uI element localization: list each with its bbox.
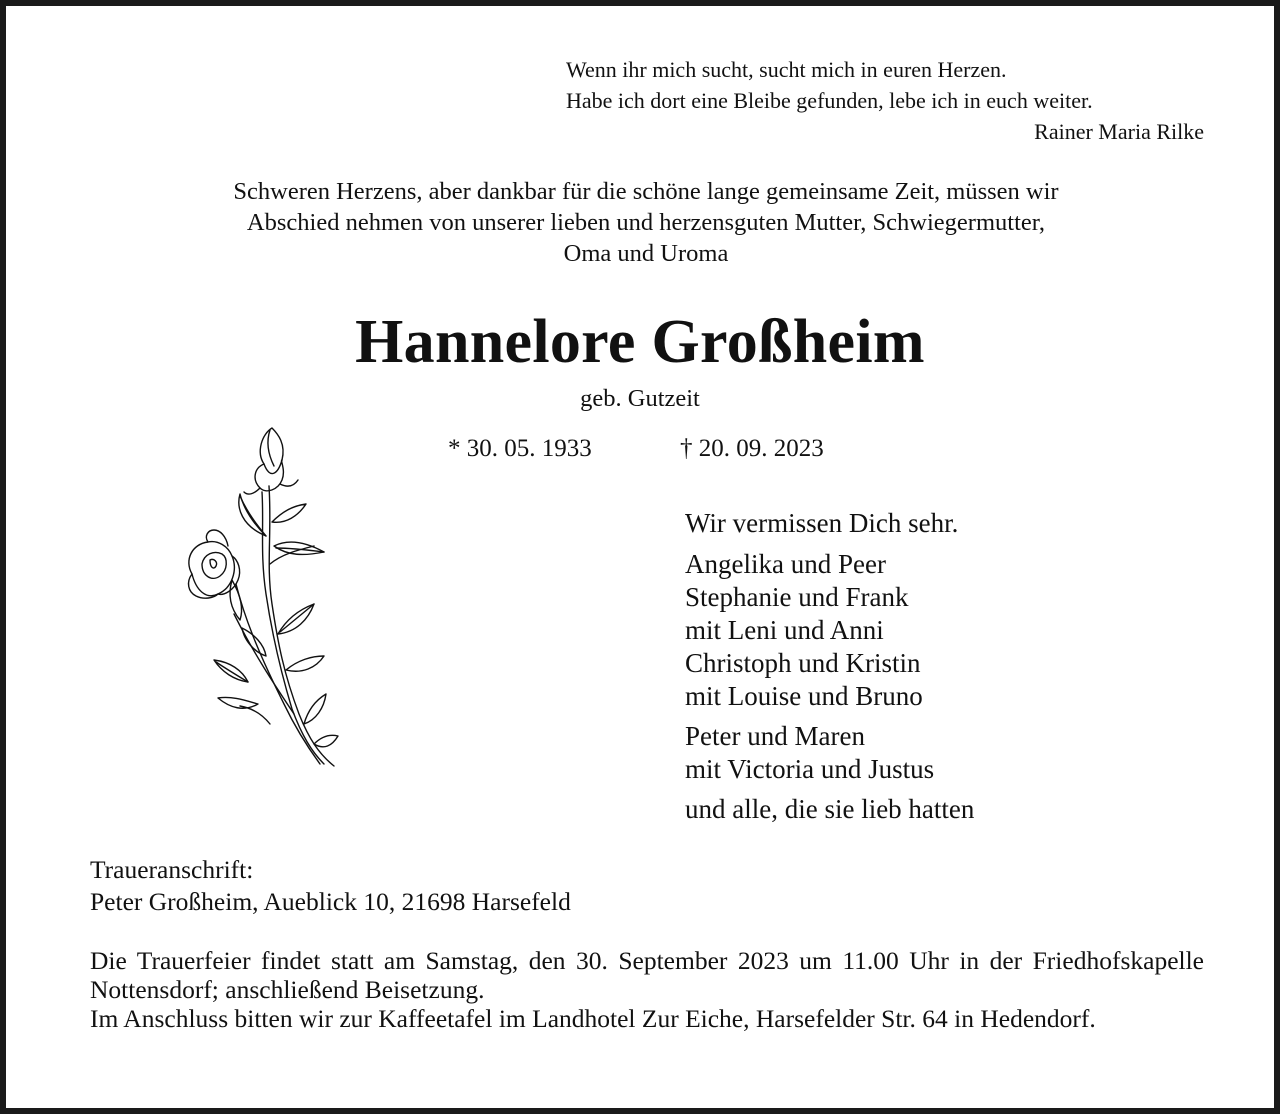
quote-line: Habe ich dort eine Bleibe gefunden, lebe ich in euch weiter. — [566, 88, 1093, 113]
service-paragraph: Im Anschluss bitten wir zur Kaffeetafel im Landhotel Zur Eiche, Harsefelder Str. 64 in Hedendorf. — [90, 1004, 1096, 1033]
quote-author: Rainer Maria Rilke — [1034, 119, 1204, 144]
family-member: Christoph und Kristin — [685, 648, 921, 678]
deceased-name: Hannelore Großheim — [355, 308, 925, 376]
family-member: Peter und Maren — [685, 721, 865, 751]
family-closing: und alle, die sie lieb hatten — [685, 794, 975, 824]
family-member: mit Louise und Bruno — [685, 681, 923, 711]
family-group — [685, 720, 1205, 786]
intro-text — [86, 176, 1206, 269]
address-label: Traueranschrift: — [90, 855, 254, 884]
quote-line: Wenn ihr mich sucht, sucht mich in euren Herzen. — [566, 57, 1007, 82]
family-member: Angelika und Peer — [685, 549, 886, 579]
family-member: mit Victoria und Justus — [685, 754, 935, 784]
rose-illustration-icon — [174, 424, 344, 774]
birth-date: * 30. 05. 1933 — [448, 435, 592, 462]
rilke-quote — [566, 54, 1204, 147]
maiden-name: geb. Gutzeit — [580, 385, 700, 412]
intro-line: Schweren Herzens, aber dankbar für die schöne lange gemeinsame Zeit, müssen wir — [233, 178, 1059, 205]
family-group — [685, 548, 1205, 713]
family-member: Stephanie und Frank — [685, 582, 909, 612]
service-paragraph: Die Trauerfeier findet statt am Samstag, den 30. September 2023 um 11.00 Uhr in der Friedhofskapelle Nottensdorf; anschließend Beisetzung. — [90, 946, 1204, 1004]
intro-line: Abschied nehmen von unserer lieben und herzensguten Mutter, Schwiegermutter, — [246, 209, 1046, 236]
death-date: † 20. 09. 2023 — [680, 435, 824, 462]
service-info — [90, 946, 1204, 1033]
missing-text: Wir vermissen Dich sehr. — [685, 508, 959, 538]
mourning-address — [90, 854, 890, 918]
intro-line: Oma und Uroma — [563, 240, 729, 267]
family-list — [685, 507, 1205, 826]
family-member: mit Leni und Anni — [685, 615, 884, 645]
life-dates — [448, 433, 868, 465]
address-value: Peter Großheim, Aueblick 10, 21698 Harsefeld — [90, 887, 571, 916]
